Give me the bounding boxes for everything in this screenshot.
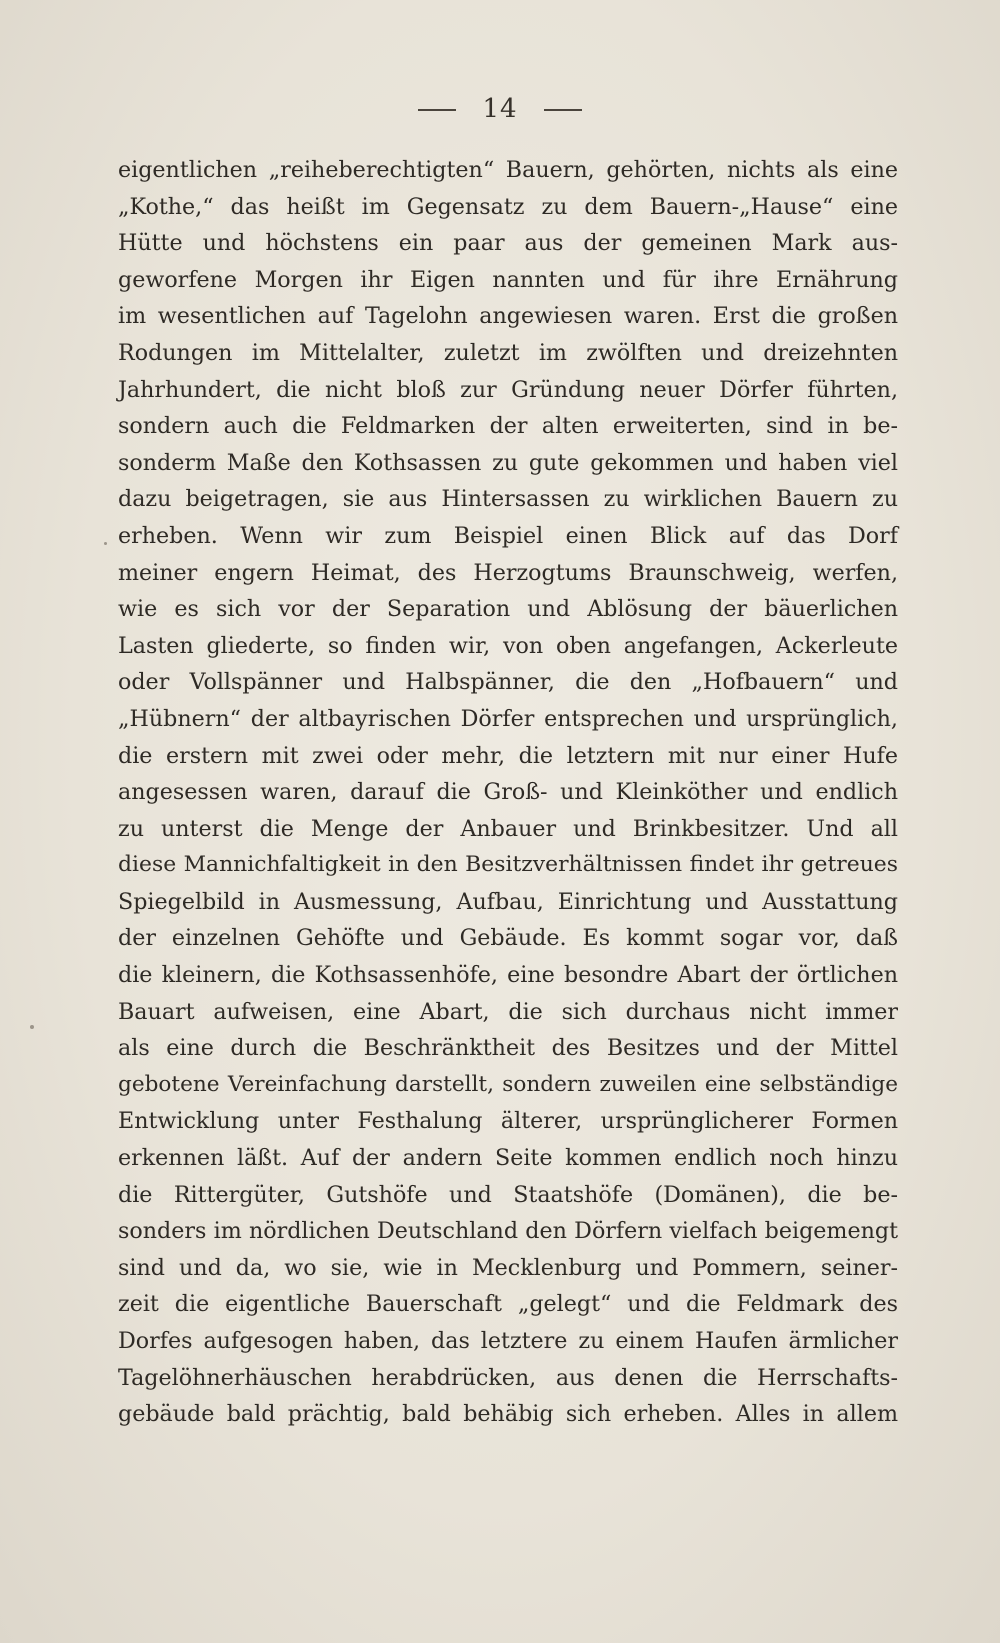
paper-speck xyxy=(30,1025,34,1029)
text-line: die kleinern, die Kothsassenhöfe, eine besondre Abart der örtlichen xyxy=(118,962,898,989)
text-line: „Kothe,“ das heißt im Gegensatz zu dem Bauern-„Hause“ eine xyxy=(118,193,898,220)
text-line: geworfene Morgen ihr Eigen nannten und für ihre Ernährung xyxy=(118,266,898,293)
text-line: erkennen läßt. Auf der andern Seite kommen endlich noch hinzu xyxy=(118,1145,898,1172)
text-line: erheben. Wenn wir zum Beispiel einen Blick auf das Dorf xyxy=(118,522,898,549)
page-number: 14 xyxy=(482,94,518,124)
text-line: Jahrhundert, die nicht bloß zur Gründung neuer Dörfer führten, xyxy=(118,376,898,403)
text-line: oder Vollspänner und Halbspänner, die den „Hofbauern“ und xyxy=(118,669,898,696)
text-line: „Hübnern“ der altbayrischen Dörfer entsprechen und ursprünglich, xyxy=(118,705,898,732)
text-line: Spiegelbild in Ausmessung, Aufbau, Einrichtung und Ausstattung xyxy=(118,888,898,915)
page-number-header xyxy=(0,94,1000,124)
body-text xyxy=(118,152,898,1433)
text-line: diese Mannichfaltigkeit in den Besitzverhältnissen findet ihr getreues xyxy=(118,852,898,878)
text-line: sondern auch die Feldmarken der alten erweiterten, sind in be- xyxy=(118,413,898,440)
text-line: zu unterst die Menge der Anbauer und Brinkbesitzer. Und all xyxy=(118,815,898,842)
text-line: gebotene Vereinfachung darstellt, sondern zuweilen eine selbständige xyxy=(118,1071,898,1097)
text-line: wie es sich vor der Separation und Ablösung der bäuerlichen xyxy=(118,596,898,623)
text-line: der einzelnen Gehöfte und Gebäude. Es kommt sogar vor, daß xyxy=(118,925,898,952)
paper-speck xyxy=(104,542,107,545)
text-line: Tagelöhnerhäuschen herabdrücken, aus denen die Herrschafts- xyxy=(118,1364,898,1391)
text-line: Bauart aufweisen, eine Abart, die sich durchaus nicht immer xyxy=(118,998,898,1025)
text-line: eigentlichen „reiheberechtigten“ Bauern, gehörten, nichts als eine xyxy=(118,157,898,183)
text-line: zeit die eigentliche Bauerschaft „gelegt“ und die Feldmark des xyxy=(118,1291,898,1318)
text-line: Hütte und höchstens ein paar aus der gemeinen Mark aus- xyxy=(118,230,898,257)
text-line: gebäude bald prächtig, bald behäbig sich erheben. Alles in allem xyxy=(118,1401,898,1428)
text-line: die erstern mit zwei oder mehr, die letztern mit nur einer Hufe xyxy=(118,742,898,769)
text-line: meiner engern Heimat, des Herzogtums Braunschweig, werfen, xyxy=(118,559,898,586)
text-line: Lasten gliederte, so finden wir, von oben angefangen, Ackerleute xyxy=(118,632,898,659)
right-dash xyxy=(544,109,582,111)
text-line: Rodungen im Mittelalter, zuletzt im zwölften und dreizehnten xyxy=(118,339,898,366)
text-line: Entwicklung unter Festhalung älterer, ursprünglicherer Formen xyxy=(118,1108,898,1135)
text-line: sind und da, wo sie, wie in Mecklenburg und Pommern, seiner- xyxy=(118,1254,898,1281)
text-line: als eine durch die Beschränktheit des Besitzes und der Mittel xyxy=(118,1035,898,1062)
text-line: sonderm Maße den Kothsassen zu gute gekommen und haben viel xyxy=(118,449,898,476)
text-line: angesessen waren, darauf die Groß- und Kleinköther und endlich xyxy=(118,779,898,806)
text-line: im wesentlichen auf Tagelohn angewiesen waren. Erst die großen xyxy=(118,303,898,330)
left-dash xyxy=(418,109,456,111)
text-line: sonders im nördlichen Deutschland den Dörfern vielfach beigemengt xyxy=(118,1218,898,1245)
text-line: die Rittergüter, Gutshöfe und Staatshöfe (Domänen), die be- xyxy=(118,1181,898,1208)
text-line: dazu beigetragen, sie aus Hintersassen zu wirklichen Bauern zu xyxy=(118,486,898,513)
text-line: Dorfes aufgesogen haben, das letztere zu einem Haufen ärmlicher xyxy=(118,1328,898,1354)
